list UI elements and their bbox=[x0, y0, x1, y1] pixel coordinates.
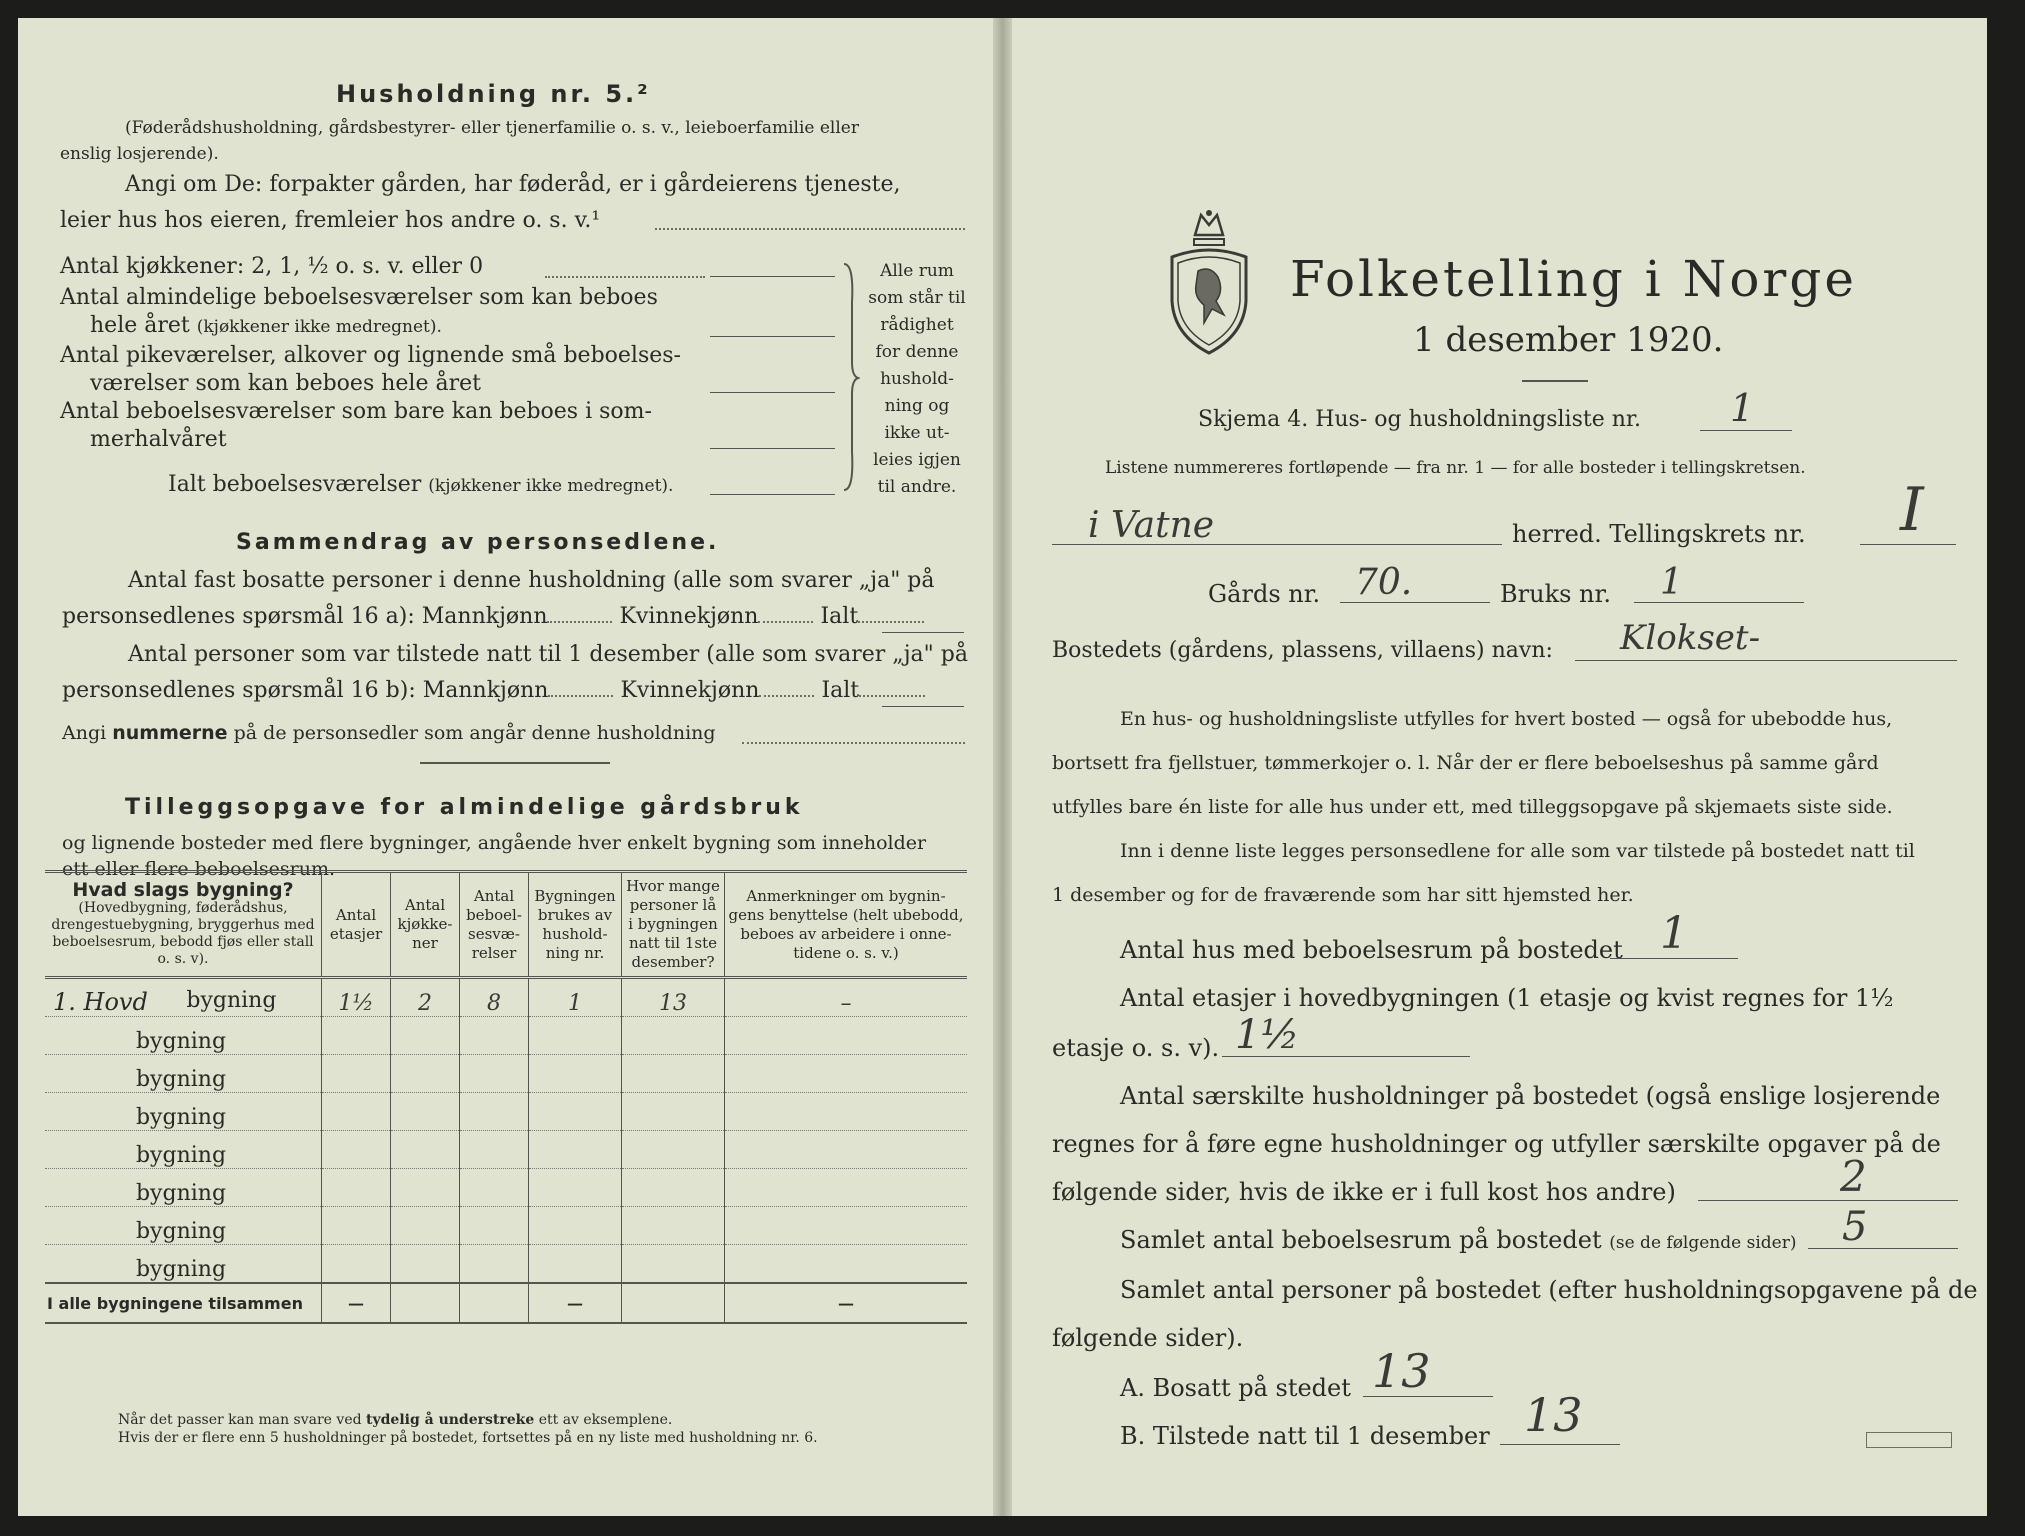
summary-p2-line2: personsedlenes spørsmål 16 b): Mannkjønn Kvinnekjønn Ialt bbox=[62, 678, 925, 703]
buildings-table bbox=[45, 870, 967, 1324]
cell-kjokkener bbox=[391, 1207, 460, 1245]
cell-husholdning bbox=[529, 1017, 622, 1055]
table-row bbox=[45, 1245, 967, 1284]
building-name-cell bbox=[45, 1055, 322, 1093]
cell-vaerelser bbox=[460, 1093, 529, 1131]
hush-value: 2 bbox=[1840, 1152, 1867, 1201]
bosted-field bbox=[1575, 660, 1957, 661]
summary-heading: Sammendrag av personsedlene. bbox=[236, 530, 720, 555]
side-note-line: leies igjen bbox=[873, 450, 961, 470]
side-note-line: ning og bbox=[884, 396, 950, 416]
building-name-cell bbox=[45, 1245, 322, 1284]
cell-vaerelser bbox=[460, 1017, 529, 1055]
table-row bbox=[45, 1055, 967, 1093]
table-row bbox=[45, 1093, 967, 1131]
tilstede-value: 13 bbox=[1524, 1388, 1583, 1442]
samlet-rum-field bbox=[1808, 1248, 1958, 1249]
samlet-rum-value: 5 bbox=[1842, 1204, 1868, 1250]
building-label: bygning bbox=[135, 1219, 227, 1244]
side-note-line: til andre. bbox=[877, 477, 957, 497]
angi-field bbox=[655, 228, 965, 230]
household-subtitle-1: (Føderådshusholdning, gårdsbestyrer- eller tjenerfamilie o. s. v., leieboerfamilie eller bbox=[125, 118, 859, 138]
building-name-cell bbox=[45, 1017, 322, 1055]
instruction-1: En hus- og husholdningsliste utfylles for hvert bosted — også for ubebodde hus, bbox=[1120, 708, 1893, 730]
cell-etasjer: 1½ bbox=[322, 978, 391, 1017]
summary-p1-line2: personsedlenes spørsmål 16 a): Mannkjønn Kvinnekjønn Ialt bbox=[62, 604, 924, 629]
etasjer-line-2: etasje o. s. v). bbox=[1052, 1034, 1220, 1062]
cell-husholdning bbox=[529, 1131, 622, 1169]
building-label: bygning bbox=[135, 1105, 227, 1130]
col-remarks: Anmerkninger om bygnin- gens benyttelse (helt ubebodd, beboes av arbeidere i onne- tidene o. s. v.) bbox=[725, 872, 968, 978]
tilstede-field bbox=[1500, 1444, 1620, 1445]
table-total-row bbox=[45, 1283, 967, 1323]
rooms-summer-1: Antal beboelsesværelser som bare kan beboes i som- bbox=[60, 399, 652, 424]
ordinary-field bbox=[710, 336, 835, 337]
cell-etasjer bbox=[322, 1169, 391, 1207]
building-name-cell bbox=[45, 1131, 322, 1169]
hus-label: Antal hus med beboelsesrum på bostedet bbox=[1120, 936, 1623, 964]
total-cell: — bbox=[322, 1283, 391, 1323]
cell-anm bbox=[725, 1169, 968, 1207]
cell-vaerelser bbox=[460, 1055, 529, 1093]
col-building-type: Hvad slags bygning? (Hovedbygning, føderådshus, drengestuebygning, bryggerhus med beboelsesrum, bebodd fjøs eller stall o. s. v). bbox=[45, 872, 322, 978]
printer-stamp bbox=[1866, 1432, 1952, 1448]
rooms-maid-1: Antal pikeværelser, alkover og lignende små beboelses- bbox=[60, 343, 681, 368]
table-row bbox=[45, 1017, 967, 1055]
building-name: 1. Hovd bbox=[53, 988, 148, 1016]
skjema-value: 1 bbox=[1730, 386, 1755, 430]
building-label: bygning bbox=[135, 1029, 227, 1054]
bruks-value: 1 bbox=[1660, 562, 1683, 603]
samlet-rum-label: Samlet antal beboelsesrum på bostedet (se de følgende sider) bbox=[1120, 1226, 1797, 1254]
etasjer-value: 1½ bbox=[1235, 1012, 1300, 1058]
table-row bbox=[45, 1207, 967, 1245]
coat-of-arms-icon bbox=[1168, 205, 1250, 355]
bosatt-label: A. Bosatt på stedet bbox=[1120, 1374, 1351, 1402]
bruks-label: Bruks nr. bbox=[1500, 580, 1611, 608]
cell-etasjer bbox=[322, 1131, 391, 1169]
total-cell: — bbox=[529, 1283, 622, 1323]
cell-husholdning: 1 bbox=[529, 978, 622, 1017]
building-label: bygning bbox=[135, 1181, 227, 1206]
cell-husholdning bbox=[529, 1207, 622, 1245]
supplement-intro-2: ett eller flere beboelsesrum. bbox=[62, 858, 336, 880]
cell-vaerelser bbox=[460, 1245, 529, 1284]
angi-line-1: Angi om De: forpakter gården, har føderåd, er i gårdeierens tjeneste, bbox=[125, 172, 901, 197]
rooms-ordinary-1: Antal almindelige beboelsesværelser som kan beboes bbox=[60, 285, 658, 310]
cell-husholdning bbox=[529, 1055, 622, 1093]
side-note-line: som står til bbox=[868, 288, 966, 308]
cell-anm bbox=[725, 1245, 968, 1284]
table-row bbox=[45, 1169, 967, 1207]
col-kitchens: Antal kjøkke- ner bbox=[391, 872, 460, 978]
rooms-total: Ialt beboelsesværelser (kjøkkener ikke medregnet). bbox=[168, 472, 674, 497]
herred-label: herred. Tellingskrets nr. bbox=[1512, 520, 1806, 548]
total-field bbox=[710, 494, 835, 495]
samlet-pers-line-1: Samlet antal personer på bostedet (efter husholdningsopgavene på de bbox=[1120, 1276, 1978, 1304]
cell-kjokkener bbox=[391, 1169, 460, 1207]
hush-field bbox=[1698, 1200, 1958, 1201]
building-name-cell bbox=[45, 1207, 322, 1245]
cell-personer bbox=[622, 1131, 725, 1169]
footnote-1: Når det passer kan man svare ved tydelig å understreke ett av eksemplene. bbox=[118, 1412, 673, 1428]
gards-value: 70. bbox=[1355, 562, 1413, 603]
instruction-2: bortsett fra fjellstuer, tømmerkojer o. l. Når der er flere beboelseshus på samme gård bbox=[1052, 752, 1879, 774]
herred-value: i Vatne bbox=[1088, 505, 1215, 546]
listene-note: Listene nummereres fortløpende — fra nr. 1 — for alle bosteder i tellingskretsen. bbox=[1105, 458, 1806, 478]
summary-p1-line1: Antal fast bosatte personer i denne husholdning (alle som svarer „ja" på bbox=[128, 568, 935, 593]
krets-value: I bbox=[1900, 475, 1924, 545]
rooms-side-note bbox=[862, 258, 972, 501]
hus-value: 1 bbox=[1660, 908, 1688, 959]
census-title: Folketelling i Norge bbox=[1290, 250, 1857, 308]
samlet-pers-line-2: følgende sider). bbox=[1052, 1324, 1244, 1352]
building-label: bygning bbox=[135, 1143, 227, 1168]
divider bbox=[420, 762, 610, 764]
rooms-maid-2: værelser som kan beboes hele året bbox=[90, 371, 481, 396]
summary-angi: Angi nummerne på de personsedler som angår denne husholdning bbox=[62, 722, 716, 744]
cell-etasjer bbox=[322, 1017, 391, 1055]
cell-kjokkener bbox=[391, 1245, 460, 1284]
p1-total-field bbox=[882, 632, 964, 633]
side-note-line: hushold- bbox=[880, 369, 954, 389]
rooms-ordinary-2: hele året (kjøkkener ikke medregnet). bbox=[90, 313, 442, 338]
census-date: 1 desember 1920. bbox=[1413, 320, 1724, 360]
angi-numbers-field bbox=[742, 742, 965, 744]
building-name-cell bbox=[45, 1093, 322, 1131]
skjema-label: Skjema 4. Hus- og husholdningsliste nr. bbox=[1198, 407, 1641, 432]
cell-personer bbox=[622, 1093, 725, 1131]
cell-vaerelser: 8 bbox=[460, 978, 529, 1017]
title-divider bbox=[1522, 380, 1588, 382]
footnote-2: Hvis der er flere enn 5 husholdninger på bostedet, fortsettes på en ny liste med husholdning nr. 6. bbox=[118, 1430, 818, 1446]
cell-personer bbox=[622, 1169, 725, 1207]
table-row bbox=[45, 978, 967, 1017]
total-cell bbox=[391, 1283, 460, 1323]
building-label: bygning bbox=[135, 1257, 227, 1282]
cell-personer bbox=[622, 1055, 725, 1093]
building-name-cell bbox=[45, 1169, 322, 1207]
bosatt-value: 13 bbox=[1372, 1344, 1431, 1398]
page-fold bbox=[993, 18, 1012, 1516]
cell-husholdning bbox=[529, 1169, 622, 1207]
hush-line-2: regnes for å føre egne husholdninger og utfyller særskilte opgaver på de bbox=[1052, 1130, 1941, 1158]
kitchens-field bbox=[710, 276, 835, 277]
cell-husholdning bbox=[529, 1093, 622, 1131]
household-title: Husholdning nr. 5.² bbox=[336, 80, 651, 108]
cell-personer: 13 bbox=[622, 978, 725, 1017]
instruction-4: Inn i denne liste legges personsedlene for alle som var tilstede på bostedet natt til bbox=[1120, 840, 1915, 862]
table-header bbox=[45, 872, 967, 978]
skjema-field bbox=[1700, 430, 1792, 431]
cell-etasjer bbox=[322, 1093, 391, 1131]
total-label: I alle bygningene tilsammen bbox=[45, 1283, 322, 1323]
building-label: bygning bbox=[135, 1067, 227, 1092]
hush-line-1: Antal særskilte husholdninger på bostedet (også enslige losjerende bbox=[1120, 1082, 1941, 1110]
cell-anm: – bbox=[725, 978, 968, 1017]
household-subtitle-2: enslig losjerende). bbox=[60, 144, 219, 164]
etasjer-line-1: Antal etasjer i hovedbygningen (1 etasje og kvist regnes for 1½ bbox=[1120, 984, 1894, 1012]
instruction-3: utfylles bare én liste for alle hus under ett, med tilleggsopgave på skjemaets siste side. bbox=[1052, 796, 1893, 818]
cell-anm bbox=[725, 1207, 968, 1245]
col-household: Bygningen brukes av hushold- ning nr. bbox=[529, 872, 622, 978]
cell-personer bbox=[622, 1017, 725, 1055]
cell-kjokkener: 2 bbox=[391, 978, 460, 1017]
bosted-label: Bostedets (gårdens, plassens, villaens) navn: bbox=[1052, 638, 1553, 663]
instruction-5: 1 desember og for de fraværende som har sitt hjemsted her. bbox=[1052, 884, 1634, 906]
cell-kjokkener bbox=[391, 1017, 460, 1055]
gards-label: Gårds nr. bbox=[1208, 580, 1321, 608]
side-note-line: rådighet bbox=[880, 315, 954, 335]
cell-etasjer bbox=[322, 1207, 391, 1245]
supplement-intro-1: og lignende bosteder med flere bygninger, angående hver enkelt bygning som inneholder bbox=[62, 832, 927, 854]
total-cell: — bbox=[725, 1283, 968, 1323]
cell-husholdning bbox=[529, 1245, 622, 1284]
building-label: bygning bbox=[186, 988, 277, 1013]
kitchens-dots bbox=[545, 276, 705, 278]
rooms-kitchens: Antal kjøkkener: 2, 1, ½ o. s. v. eller 0 bbox=[60, 254, 484, 279]
cell-kjokkener bbox=[391, 1093, 460, 1131]
side-note-line: ikke ut- bbox=[884, 423, 950, 443]
cell-etasjer bbox=[322, 1245, 391, 1284]
table-row bbox=[45, 1131, 967, 1169]
cell-etasjer bbox=[322, 1055, 391, 1093]
side-note-line: for denne bbox=[875, 342, 959, 362]
maid-field bbox=[710, 392, 835, 393]
cell-anm bbox=[725, 1055, 968, 1093]
tilstede-label: B. Tilstede natt til 1 desember bbox=[1120, 1422, 1490, 1450]
cell-kjokkener bbox=[391, 1055, 460, 1093]
supplement-heading: Tilleggsopgave for almindelige gårdsbruk bbox=[125, 795, 804, 820]
cell-anm bbox=[725, 1093, 968, 1131]
brace-icon bbox=[840, 262, 860, 492]
summer-field bbox=[710, 448, 835, 449]
cell-vaerelser bbox=[460, 1207, 529, 1245]
hush-line-3: følgende sider, hvis de ikke er i full kost hos andre) bbox=[1052, 1178, 1676, 1206]
cell-kjokkener bbox=[391, 1131, 460, 1169]
col-persons: Hvor mange personer lå i bygningen natt til 1ste desember? bbox=[622, 872, 725, 978]
summary-p2-line1: Antal personer som var tilstede natt til 1 desember (alle som svarer „ja" på bbox=[128, 642, 968, 667]
side-note-line: Alle rum bbox=[880, 261, 954, 281]
bosted-value: Klokset- bbox=[1620, 618, 1761, 658]
p2-total-field bbox=[882, 706, 964, 707]
cell-personer bbox=[622, 1245, 725, 1284]
cell-anm bbox=[725, 1017, 968, 1055]
cell-anm bbox=[725, 1131, 968, 1169]
angi-line-2: leier hus hos eieren, fremleier hos andre o. s. v.¹ bbox=[60, 208, 601, 233]
col-rooms: Antal beboel- sesvæ- relser bbox=[460, 872, 529, 978]
total-cell bbox=[622, 1283, 725, 1323]
cell-vaerelser bbox=[460, 1131, 529, 1169]
total-cell bbox=[460, 1283, 529, 1323]
cell-personer bbox=[622, 1207, 725, 1245]
cell-vaerelser bbox=[460, 1169, 529, 1207]
rooms-summer-2: merhalvåret bbox=[90, 427, 227, 452]
col-floors: Antal etasjer bbox=[322, 872, 391, 978]
building-name-cell bbox=[45, 978, 322, 1017]
